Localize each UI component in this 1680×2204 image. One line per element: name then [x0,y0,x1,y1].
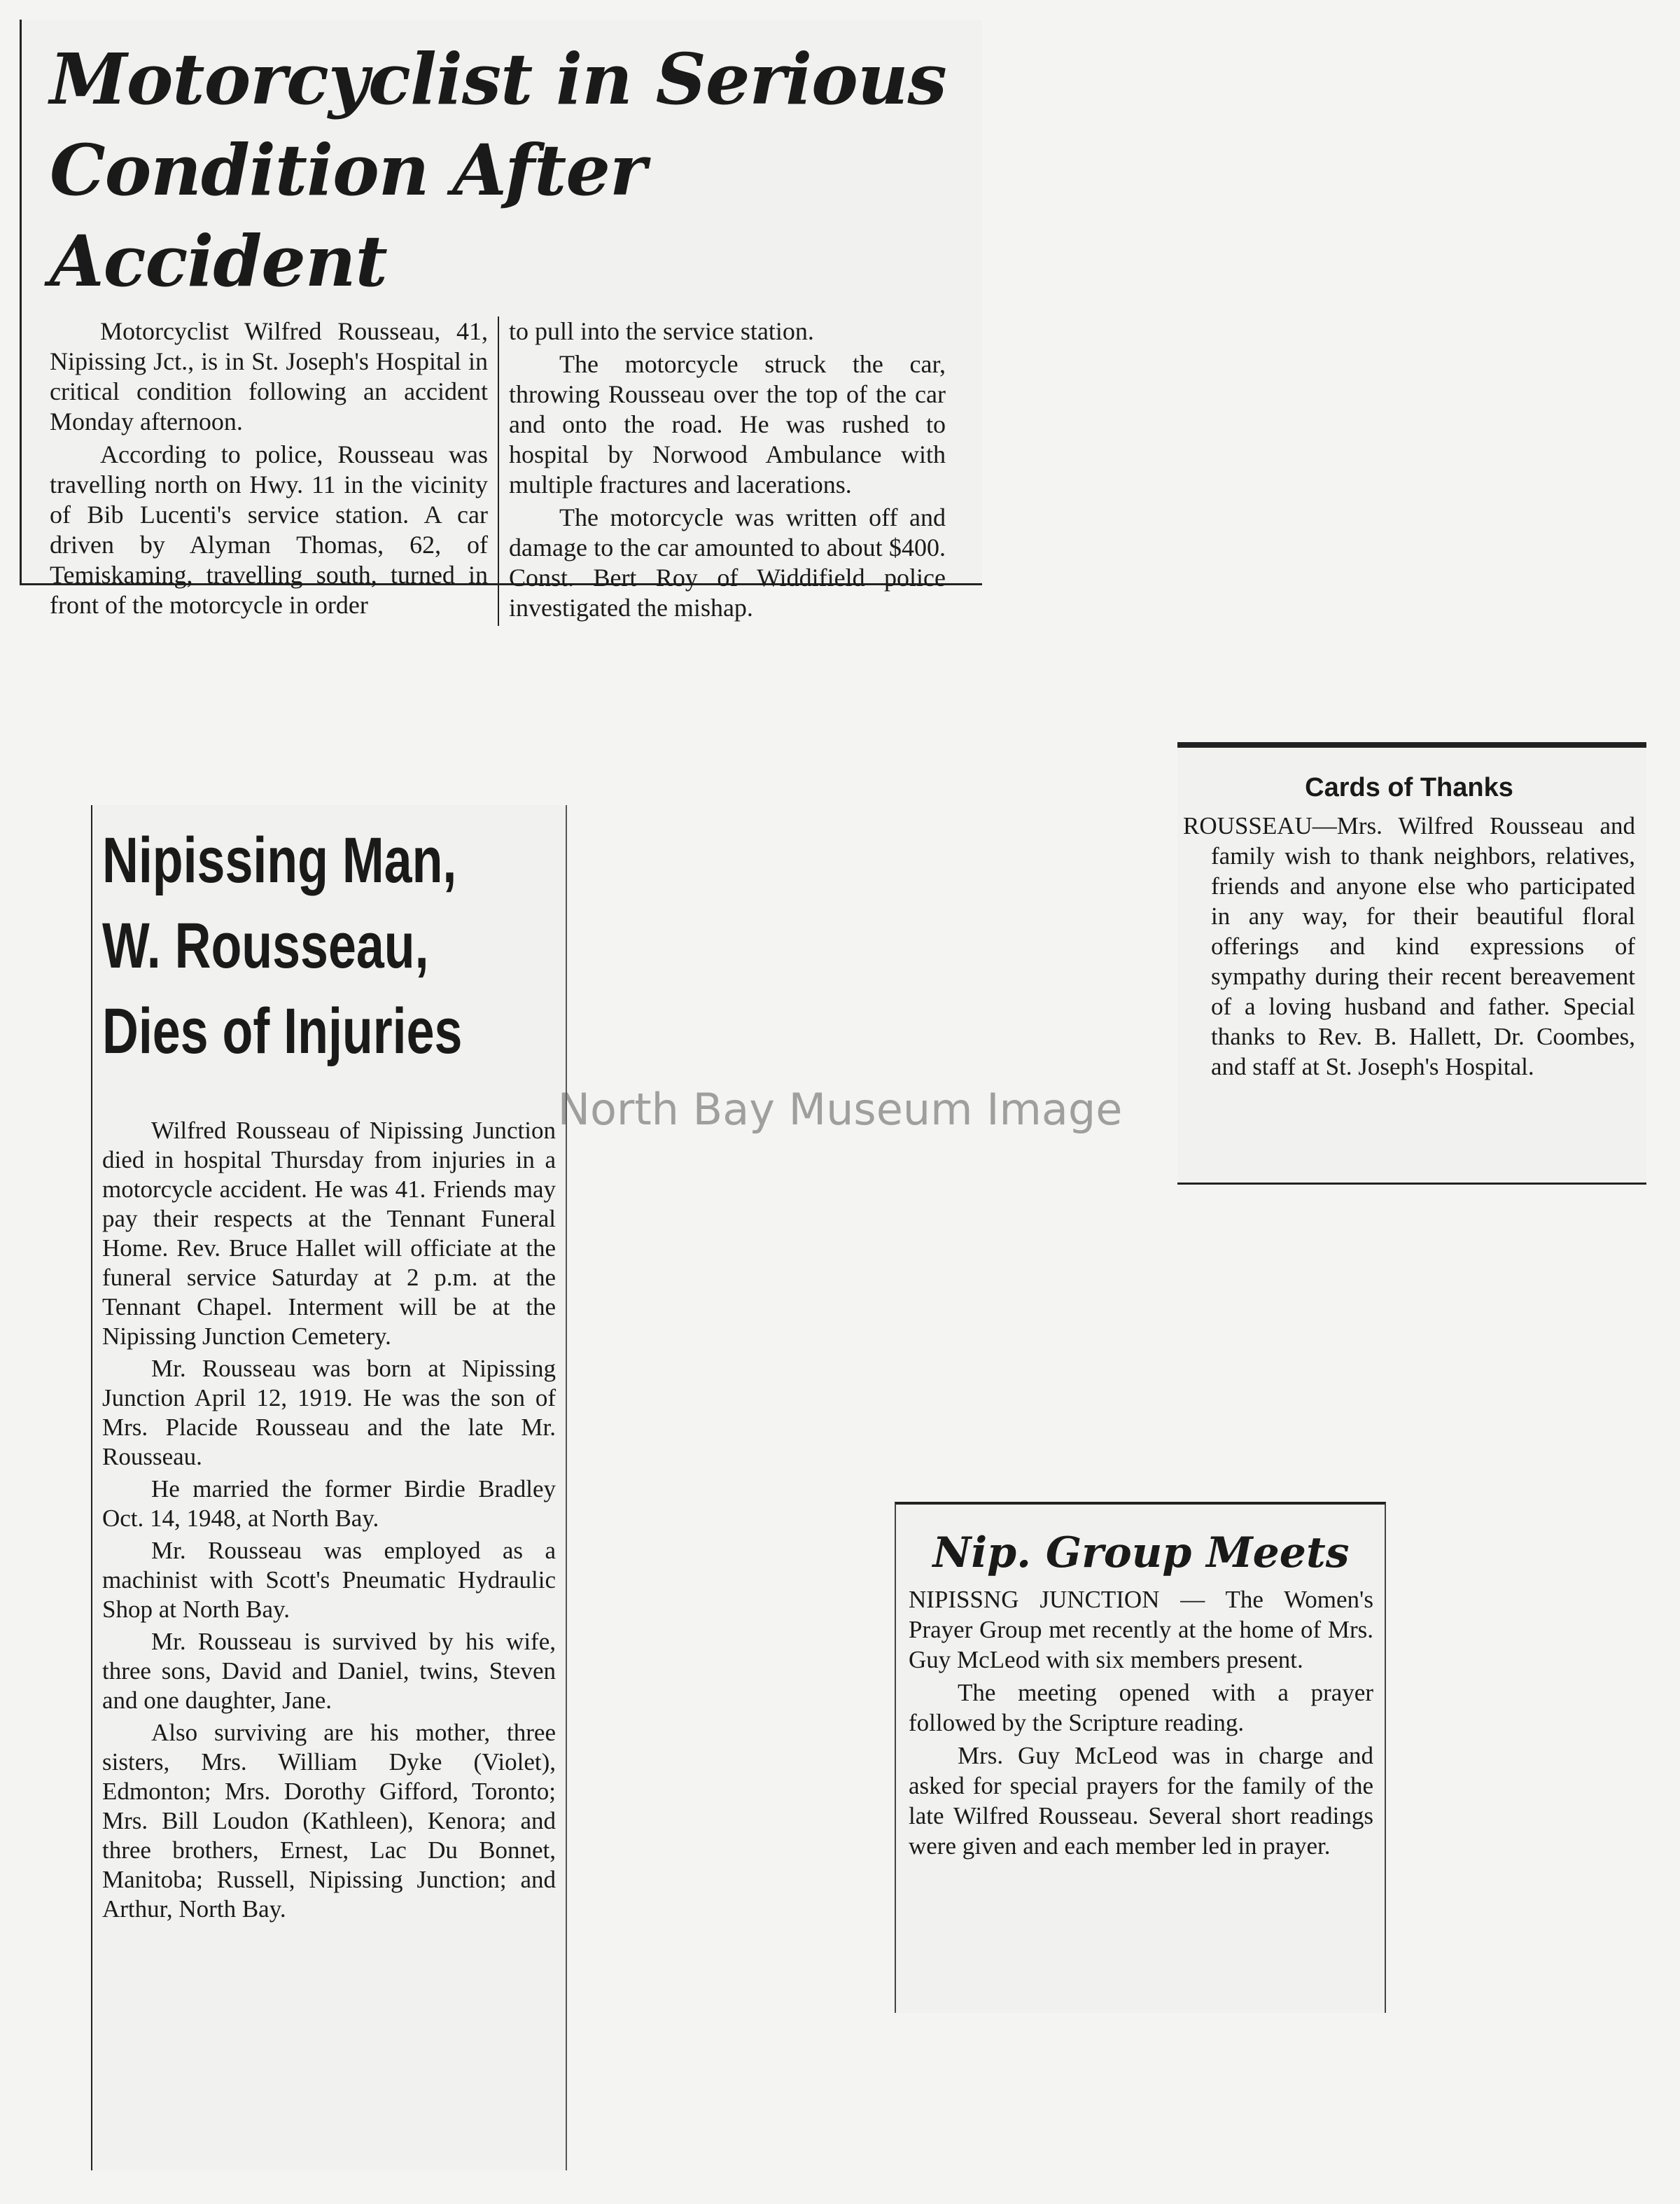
thanks-notice: ROUSSEAU—Mrs. Wilfred Rousseau and family wish to thank neighbors, relatives, friends and anyone else who participated in any way, for their beautiful floral offerings and kind expressions of sympathy during their recent bereavement of a loving husband and father. Special thanks to Rev. B. Hallett, Dr. Coombes, and staff at St. Joseph's Hospital. [1183,812,1635,1080]
headline-group-meets: Nip. Group Meets [932,1528,1350,1577]
clipping-motorcyclist-accident [20,20,982,622]
paragraph: He married the former Birdie Bradley Oct. 14, 1948, at North Bay. [102,1475,556,1532]
clipping-group-meets [895,1502,1386,2013]
paragraph: NIPISSNG JUNCTION — The Women's Prayer Group met recently at the home of Mrs. Guy McLeod with six members present. [909,1586,1373,1673]
article-column-2 [498,316,946,626]
headline-line-2: W. Rousseau, [102,910,429,982]
clipping-obituary [91,805,567,2170]
headline-line-1: Motorcyclist in Serious [50,38,946,120]
headline-motorcyclist [50,34,962,307]
paragraph: Mr. Rousseau is survived by his wife, three sons, David and Daniel, twins, Steven and one daughter, Jane. [102,1628,556,1714]
paragraph: Also surviving are his mother, three sisters, Mrs. William Dyke (Violet), Edmonton; Mrs. Dorothy Gifford, Toronto; Mrs. Bill Loudon (Kathleen), Kenora; and three brothers, Ernest, Lac Du Bonnet, Manitoba; Russell, Nipissing Junction; and Arthur, North Bay. [102,1719,556,1923]
headline-obituary [102,818,555,1074]
paragraph: Mr. Rousseau was born at Nipissing Junction April 12, 1919. He was the son of Mrs. Placide Rousseau and the late Mr. Rousseau. [102,1355,556,1470]
headline-line-2: Condition After Accident [50,129,646,302]
paragraph: Wilfred Rousseau of Nipissing Junction died in hospital Thursday from injuries in a motorcycle accident. He was 41. Friends may pay their respects at the Tennant Funeral Home. Rev. Bruce Hallet will officiate at the funeral service Saturday at 2 p.m. at the Tennant Chapel. Interment will be at the Nipissing Junction Cemetery. [102,1117,556,1350]
paragraph: Mrs. Guy McLeod was in charge and asked for special prayers for the family of the late Wilfred Rousseau. Several short readings were given and each member led in prayer. [909,1742,1373,1860]
headline-line-1: Nipissing Man, [102,825,457,896]
clipping-cards-of-thanks [1177,742,1646,1185]
section-heading: Cards of Thanks [1305,773,1513,802]
watermark-text: North Bay Museum Image [557,1084,1123,1135]
paragraph: The motorcycle struck the car, throwing Rousseau over the top of the car and onto the road. He was rushed to hospital by Norwood Ambulance with multiple fractures and lacerations. [509,350,946,498]
paragraph: The motorcycle was written off and damage to the car amounted to about $400. Const. Bert Roy of Widdifield police investigated the mishap. [509,503,946,622]
paragraph: According to police, Rousseau was travelling north on Hwy. 11 in the vicinity of Bib Lucenti's service station. A car driven by Alyman Thomas, 62, of Temiskaming, travelling south, turned in front of the motorcycle in order [50,440,488,619]
headline-line-3: Dies of Injuries [102,996,463,1067]
article-body [102,1116,556,1924]
paragraph: Motorcyclist Wilfred Rousseau, 41, Nipissing Jct., is in St. Joseph's Hospital in critical condition following an accident Monday afternoon. [50,317,488,435]
article-column-1 [50,316,498,626]
article-body [909,1584,1373,1861]
paragraph: The meeting opened with a prayer followed by the Scripture reading. [909,1679,1373,1736]
paragraph: Mr. Rousseau was employed as a machinist with Scott's Pneumatic Hydraulic Shop at North Bay. [102,1537,556,1623]
article-columns [50,316,962,626]
paragraph: to pull into the service station. [509,317,814,345]
